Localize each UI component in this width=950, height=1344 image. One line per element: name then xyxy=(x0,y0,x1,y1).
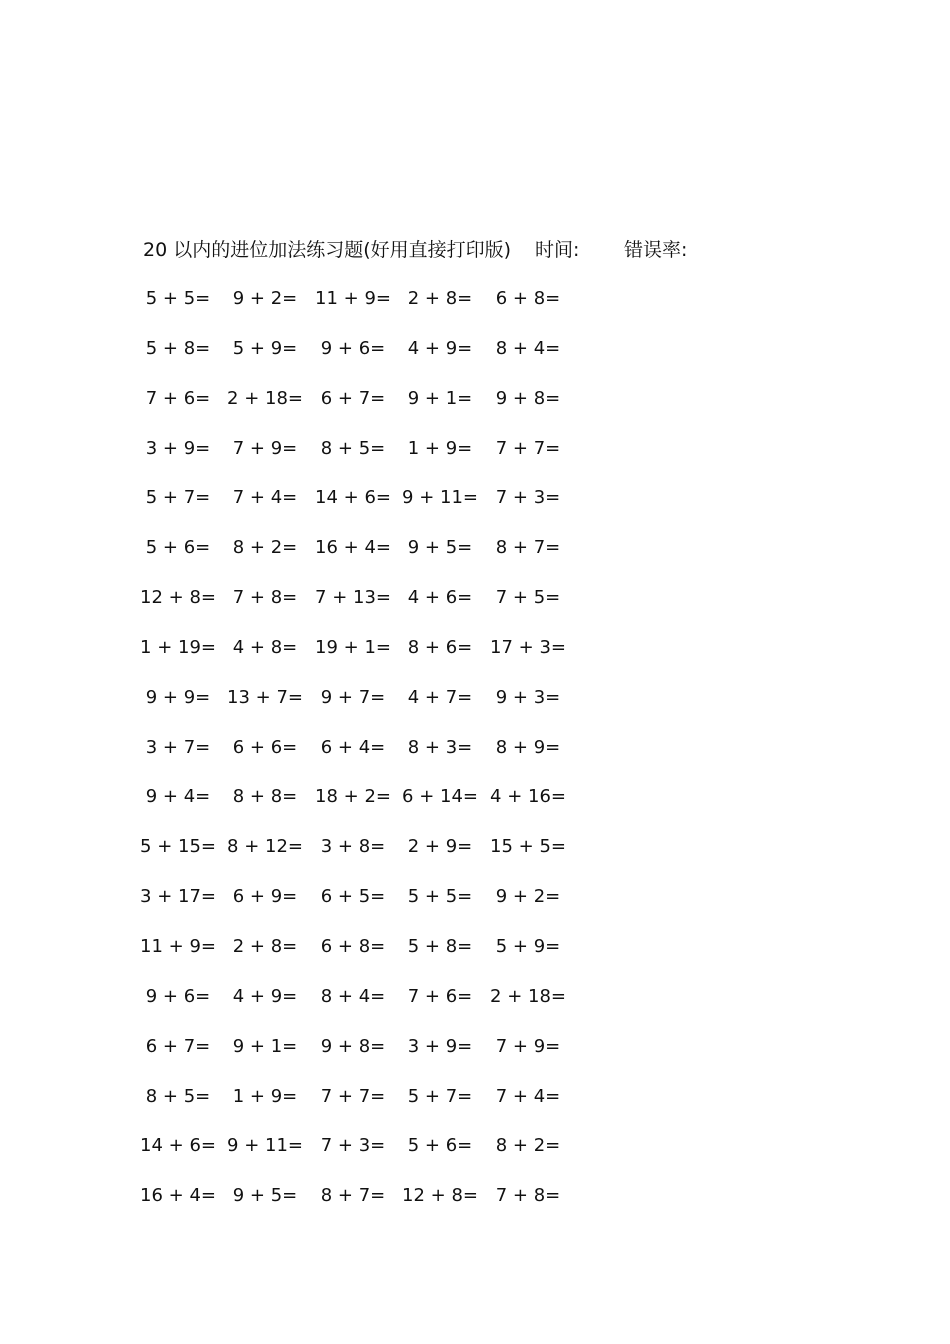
problem-item: 8 + 4= xyxy=(495,337,561,359)
problem-item: 6 + 8= xyxy=(320,935,386,957)
problem-item: 6 + 7= xyxy=(320,387,386,409)
problem-item: 9 + 1= xyxy=(407,387,473,409)
problem-item: 6 + 6= xyxy=(232,736,298,758)
worksheet-title: 20 以内的进位加法练习题(好用直接打印版) xyxy=(143,239,512,261)
problem-item: 12 + 8= xyxy=(402,1185,478,1207)
problem-item: 16 + 4= xyxy=(140,1185,216,1207)
problem-item: 4 + 6= xyxy=(407,587,473,609)
problem-item: 2 + 8= xyxy=(407,288,473,309)
problem-item: 8 + 12= xyxy=(227,836,303,858)
problem-item: 7 + 3= xyxy=(495,487,561,509)
problem-item: 3 + 9= xyxy=(407,1035,473,1057)
problem-item: 8 + 5= xyxy=(145,1085,211,1107)
problem-item: 7 + 7= xyxy=(495,437,561,459)
problem-item: 9 + 11= xyxy=(402,487,478,509)
problem-item: 16 + 4= xyxy=(315,537,391,559)
problem-item: 5 + 5= xyxy=(145,288,211,309)
problem-item: 9 + 4= xyxy=(145,786,211,808)
problem-item: 5 + 7= xyxy=(407,1085,473,1107)
problem-item: 14 + 6= xyxy=(140,1135,216,1157)
problem-item: 2 + 8= xyxy=(232,935,298,957)
problem-item: 7 + 13= xyxy=(315,587,391,609)
problem-item: 8 + 4= xyxy=(320,985,386,1007)
problem-item: 9 + 5= xyxy=(232,1185,298,1207)
problem-item: 9 + 8= xyxy=(495,387,561,409)
problem-item: 7 + 4= xyxy=(495,1085,561,1107)
problem-item: 4 + 9= xyxy=(232,985,298,1007)
problem-item: 18 + 2= xyxy=(315,786,391,808)
problem-item: 4 + 16= xyxy=(490,786,566,808)
problem-item: 7 + 8= xyxy=(232,587,298,609)
problem-item: 3 + 17= xyxy=(140,886,216,908)
problem-item: 8 + 7= xyxy=(495,537,561,559)
problem-item: 2 + 9= xyxy=(407,836,473,858)
problem-item: 7 + 9= xyxy=(232,437,298,459)
problem-item: 9 + 1= xyxy=(232,1035,298,1057)
problem-item: 11 + 9= xyxy=(140,935,216,957)
problem-item: 8 + 6= xyxy=(407,636,473,658)
problem-item: 2 + 18= xyxy=(227,387,303,409)
problem-item: 7 + 8= xyxy=(495,1185,561,1207)
problem-item: 5 + 8= xyxy=(145,337,211,359)
problem-item: 9 + 2= xyxy=(232,288,298,309)
problem-item: 5 + 5= xyxy=(407,886,473,908)
problem-item: 3 + 9= xyxy=(145,437,211,459)
problem-item: 3 + 8= xyxy=(320,836,386,858)
problem-item: 9 + 5= xyxy=(407,537,473,559)
problem-item: 8 + 7= xyxy=(320,1185,386,1207)
problem-item: 7 + 4= xyxy=(232,487,298,509)
problem-item: 6 + 7= xyxy=(145,1035,211,1057)
problem-item: 6 + 8= xyxy=(495,288,561,309)
problem-item: 4 + 8= xyxy=(232,636,298,658)
problem-item: 9 + 11= xyxy=(227,1135,303,1157)
problem-item: 7 + 9= xyxy=(495,1035,561,1057)
problem-item: 9 + 7= xyxy=(320,686,386,708)
problem-item: 14 + 6= xyxy=(315,487,391,509)
problem-item: 7 + 3= xyxy=(320,1135,386,1157)
problem-item: 7 + 7= xyxy=(320,1085,386,1107)
problem-item: 5 + 8= xyxy=(407,935,473,957)
problem-item: 9 + 3= xyxy=(495,686,561,708)
problem-item: 1 + 19= xyxy=(140,636,216,658)
problem-item: 2 + 18= xyxy=(490,985,566,1007)
problem-item: 7 + 6= xyxy=(145,387,211,409)
problem-item: 5 + 15= xyxy=(140,836,216,858)
time-label: 时间: xyxy=(535,239,580,261)
problem-item: 19 + 1= xyxy=(315,636,391,658)
problem-item: 8 + 3= xyxy=(407,736,473,758)
problem-item: 5 + 9= xyxy=(232,337,298,359)
error-rate-label: 错误率: xyxy=(624,239,688,261)
problem-item: 7 + 6= xyxy=(407,985,473,1007)
problem-item: 13 + 7= xyxy=(227,686,303,708)
problem-item: 9 + 6= xyxy=(145,985,211,1007)
problem-item: 8 + 5= xyxy=(320,437,386,459)
problem-item: 6 + 14= xyxy=(402,786,478,808)
problem-item: 5 + 9= xyxy=(495,935,561,957)
problem-item: 8 + 2= xyxy=(495,1135,561,1157)
problem-item: 7 + 5= xyxy=(495,587,561,609)
problem-item: 9 + 9= xyxy=(145,686,211,708)
problem-item: 17 + 3= xyxy=(490,636,566,658)
problem-item: 1 + 9= xyxy=(232,1085,298,1107)
problem-item: 6 + 4= xyxy=(320,736,386,758)
problem-item: 5 + 6= xyxy=(407,1135,473,1157)
problem-item: 5 + 6= xyxy=(145,537,211,559)
problem-item: 4 + 7= xyxy=(407,686,473,708)
problem-item: 3 + 7= xyxy=(145,736,211,758)
problem-item: 8 + 2= xyxy=(232,537,298,559)
problem-item: 12 + 8= xyxy=(140,587,216,609)
problem-item: 8 + 8= xyxy=(232,786,298,808)
problem-item: 8 + 9= xyxy=(495,736,561,758)
problem-item: 5 + 7= xyxy=(145,487,211,509)
problem-item: 4 + 9= xyxy=(407,337,473,359)
problem-item: 15 + 5= xyxy=(490,836,566,858)
problem-item: 11 + 9= xyxy=(315,288,391,309)
problem-item: 9 + 6= xyxy=(320,337,386,359)
problem-item: 6 + 9= xyxy=(232,886,298,908)
problem-item: 6 + 5= xyxy=(320,886,386,908)
problem-item: 1 + 9= xyxy=(407,437,473,459)
problem-item: 9 + 2= xyxy=(495,886,561,908)
problem-item: 9 + 8= xyxy=(320,1035,386,1057)
